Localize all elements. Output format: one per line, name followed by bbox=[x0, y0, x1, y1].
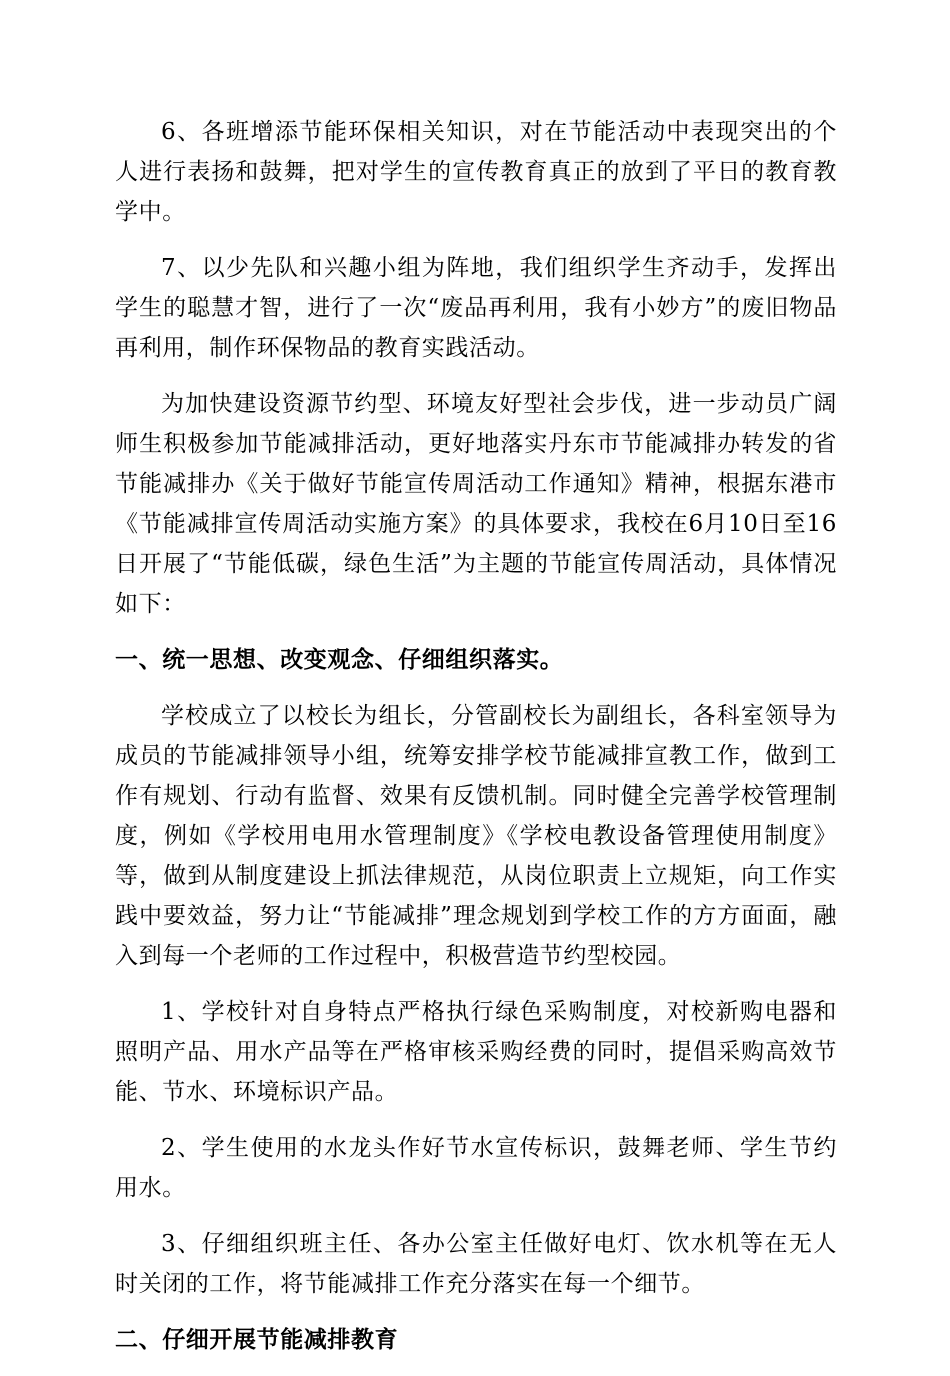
paragraph-item-1: 1、学校针对自身特点严格执行绿色采购制度，对校新购电器和照明产品、用水产品等在严格审核采购经费的同时，提倡采购高效节能、节水、环境标识产品。 bbox=[115, 999, 837, 1105]
paragraph-section-1-body: 学校成立了以校长为组长，分管副校长为副组长，各科室领导为成员的节能减排领导小组，统筹安排学校节能减排宣教工作，做到工作有规划、行动有监督、效果有反馈机制。同时健全完善学校管理制度，例如《学校用电用水管理制度》《学校电教设备管理使用制度》等，做到从制度建设上抓法律规范，从岗位职责上立规矩，向工作实践中要效益，努力让“节能减排”理念规划到学校工作的方方面面，融入到每一个老师的工作过程中，积极营造节约型校园。 bbox=[115, 703, 837, 969]
paragraph-item-2: 2、学生使用的水龙头作好节水宣传标识，鼓舞老师、学生节约用水。 bbox=[115, 1135, 837, 1201]
document-body bbox=[115, 112, 837, 1376]
paragraph-item-3: 3、仔细组织班主任、各办公室主任做好电灯、饮水机等在无人时关闭的工作，将节能减排工作充分落实在每一个细节。 bbox=[115, 1231, 837, 1297]
section-heading-2: 二、仔细开展节能减排教育 bbox=[115, 1326, 399, 1353]
paragraph-item-6: 6、各班增添节能环保相关知识，对在节能活动中表现突出的个人进行表扬和鼓舞，把对学生的宣传教育真正的放到了平日的教育教学中。 bbox=[115, 119, 837, 225]
paragraph-item-7: 7、以少先队和兴趣小组为阵地，我们组织学生齐动手，发挥出学生的聪慧才智，进行了一次“废品再利用，我有小妙方”的废旧物品再利用，制作环保物品的教育实践活动。 bbox=[115, 255, 837, 361]
section-heading-1: 一、统一思想、改变观念、仔细组织落实。 bbox=[115, 646, 564, 673]
paragraph-intro: 为加快建设资源节约型、环境友好型社会步伐，进一步动员广阔师生积极参加节能减排活动，更好地落实丹东市节能减排办转发的省节能减排办《关于做好节能宣传周活动工作通知》精神，根据东港市《节能减排宣传周活动实施方案》的具体要求，我校在6月10日至16日开展了“节能低碳，绿色生活”为主题的节能宣传周活动，具体情况如下： bbox=[115, 391, 837, 617]
